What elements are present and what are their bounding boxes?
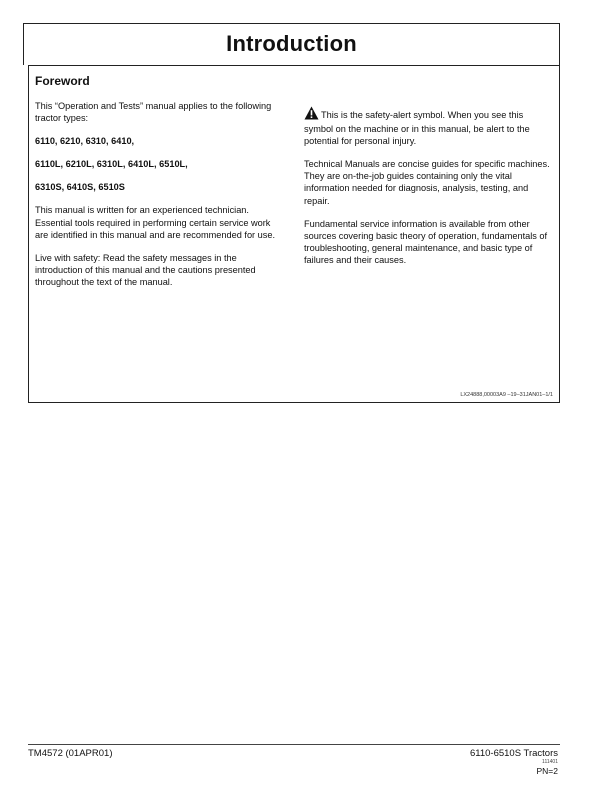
warning-triangle-icon (304, 106, 319, 123)
section-heading: Foreword (35, 74, 90, 88)
footer-small-code: 111401 (542, 759, 558, 765)
paragraph: This manual is written for an experienced technician. Essential tools required in performing certain service work are identified in this manual and are recommended for use. (35, 205, 276, 240)
safety-alert-paragraph (304, 106, 554, 147)
paragraph: Technical Manuals are concise guides for specific machines. They are on-the-job guides containing only the vital information needed for diagnosis, analysis, testing, and repair. (304, 159, 550, 206)
foreword-section (28, 65, 560, 403)
footer-divider (28, 744, 560, 745)
paragraph: Live with safety: Read the safety messages in the introduction of this manual and the cautions presented throughout the text of the manual. (35, 252, 256, 287)
model-list: 6110, 6210, 6310, 6410, (35, 136, 135, 147)
paragraph: This “Operation and Tests” manual applies to the following tractor types: (35, 101, 272, 124)
footer-product: 6110-6510S Tractors (469, 748, 558, 759)
right-column (304, 106, 554, 277)
page-title-box (23, 23, 560, 65)
left-column (35, 100, 285, 299)
model-list: 6310S, 6410S, 6510S (35, 182, 125, 193)
page-title: Introduction (226, 31, 357, 56)
footer-page-number: PN=2 (536, 766, 558, 776)
model-list: 6110L, 6210L, 6310L, 6410L, 6510L, (35, 159, 188, 170)
paragraph: Fundamental service information is available from other sources covering basic theory of operation, fundamentals of troubleshooting, general maintenance, and basic type of failures and their causes. (304, 218, 548, 265)
reference-code: LX24888,00003A9 –19–31JAN01–1/1 (460, 392, 553, 398)
safety-alert-text: This is the safety-alert symbol. When you see this symbol on the machine or in this manual, be alert to the potential for personal injury. (304, 110, 530, 147)
footer-manual-id: TM4572 (01APR01) (28, 748, 113, 759)
